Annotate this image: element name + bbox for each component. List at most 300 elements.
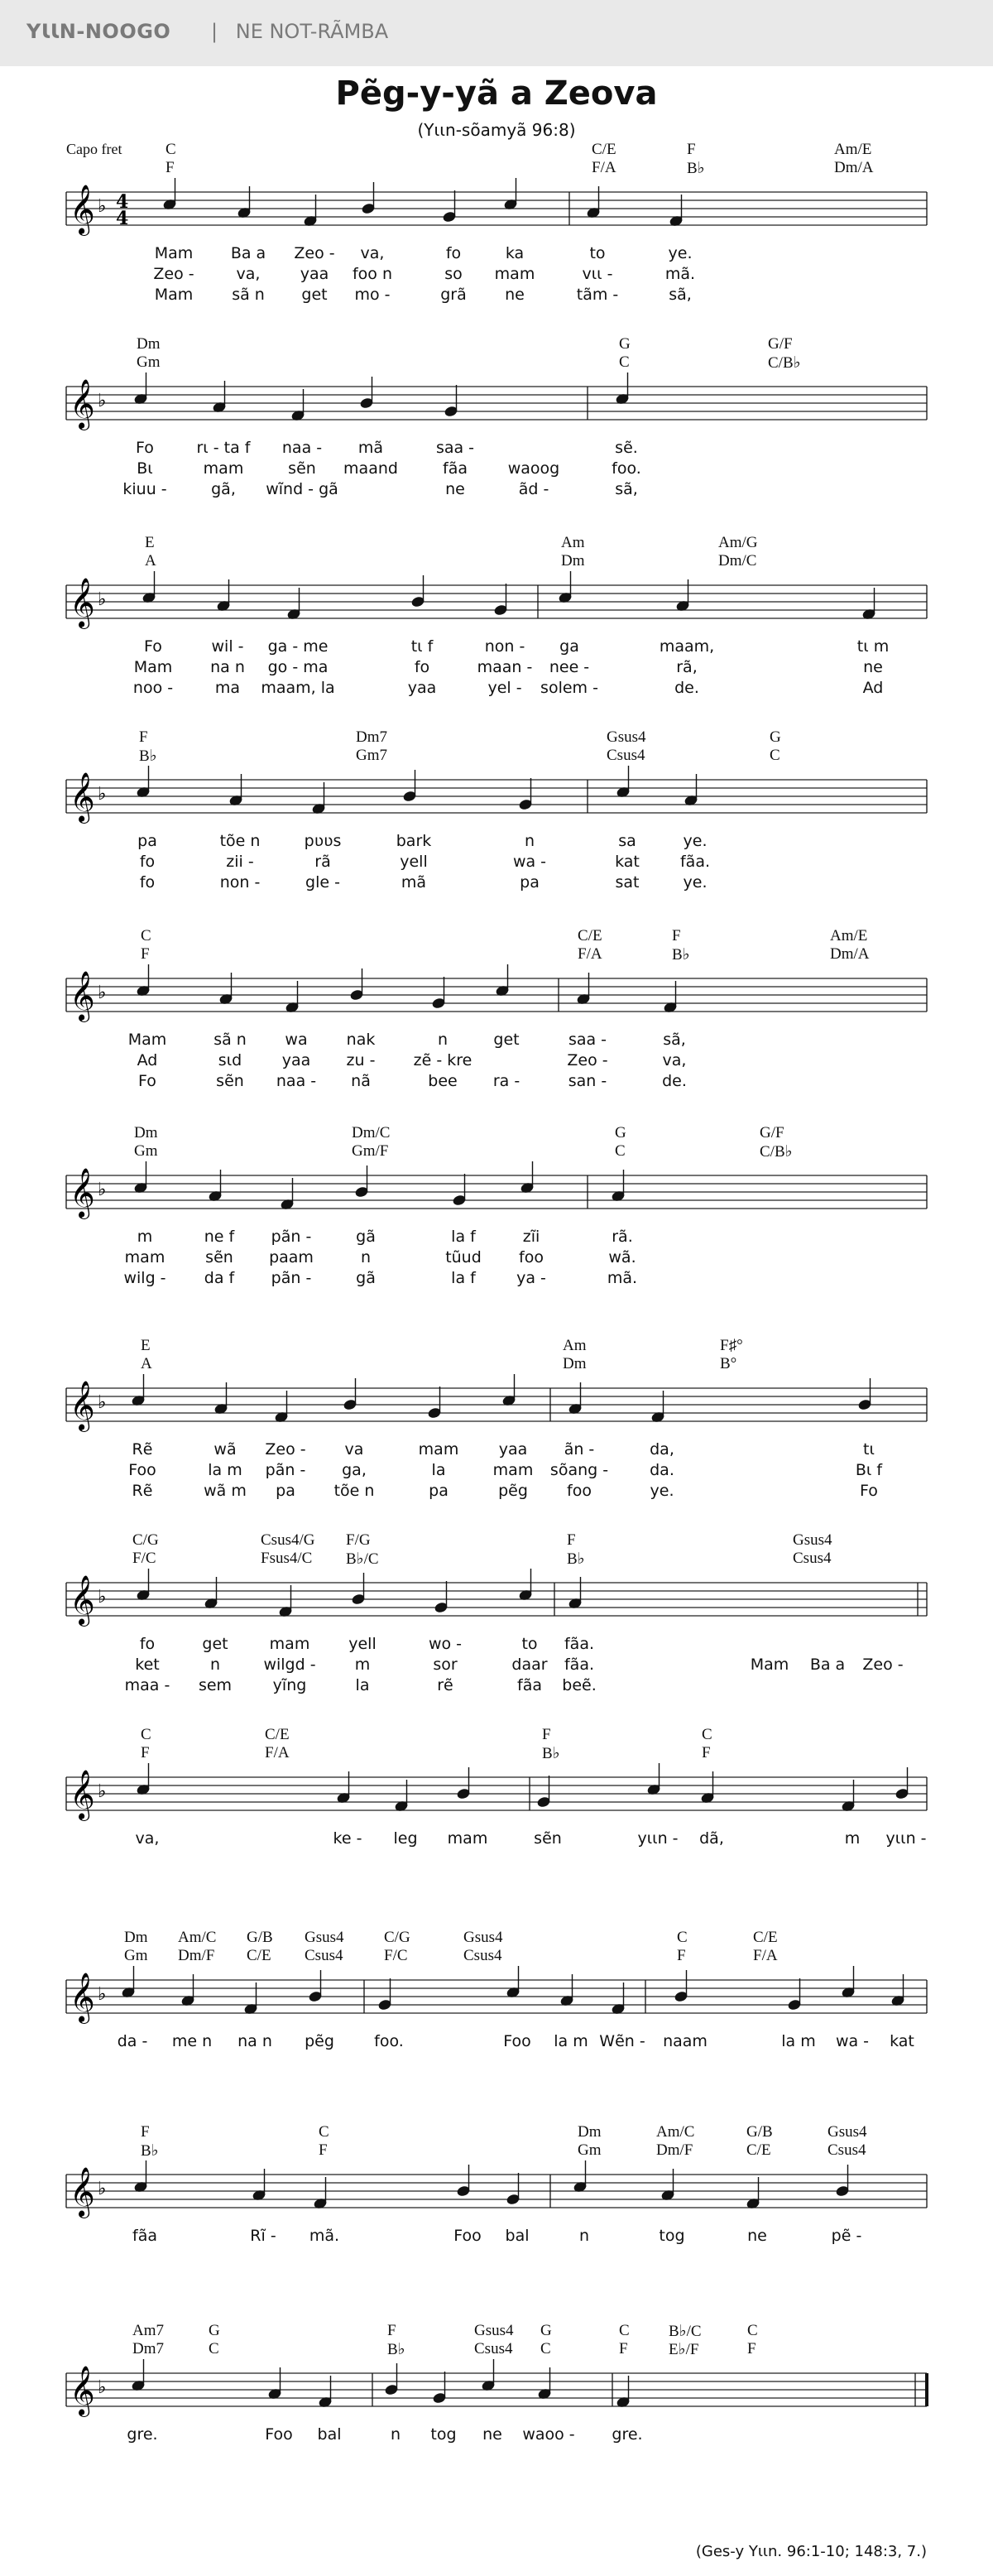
lyric-syllable: Rẽ: [132, 1440, 153, 1459]
lyric-syllable: yɩɩn -: [637, 1829, 679, 1848]
lyric-syllable: rã,: [676, 658, 698, 676]
key-signature-flat-icon: ♭: [98, 1392, 107, 1413]
lyric-syllable: Foo: [128, 1461, 156, 1479]
chord-symbol: C: [209, 2340, 219, 2357]
lyric-syllable: bee: [428, 1072, 458, 1090]
chord-symbol: Am/C: [178, 1929, 217, 1946]
music-system: [0, 927, 993, 1093]
staff: [0, 1726, 993, 1825]
capo-label: Capo fret: [66, 141, 122, 157]
lyric-syllable: gre.: [612, 2425, 643, 2444]
lyric-syllable: naam: [663, 2032, 708, 2050]
chord-symbol: Am/G: [718, 534, 758, 551]
lyric-line: [0, 2425, 993, 2445]
chord-symbol: C/G: [384, 1929, 410, 1946]
key-signature-flat-icon: ♭: [98, 983, 107, 1003]
lyric-syllable: ye.: [683, 873, 708, 892]
lyric-line: [0, 1461, 993, 1481]
lyric-syllable: va: [344, 1440, 364, 1459]
lyric-syllable: Mam: [154, 244, 194, 262]
music-system: [0, 1929, 993, 2094]
lyric-syllable: sẽn: [216, 1072, 244, 1090]
key-signature-flat-icon: ♭: [98, 2179, 107, 2199]
lyric-syllable: n: [524, 832, 535, 850]
lyric-syllable: rɩ - ta f: [196, 439, 251, 457]
lyric-syllable: Mam: [750, 1656, 789, 1674]
chord-symbol: F/A: [578, 945, 602, 963]
lyric-syllable: la: [431, 1461, 446, 1479]
lyric-syllable: Rĩ -: [250, 2227, 276, 2245]
lyric-syllable: tõe n: [333, 1482, 375, 1500]
lyric-line: [0, 244, 993, 264]
chord-symbol: F/A: [592, 159, 616, 176]
lyric-line: [0, 1676, 993, 1696]
lyric-syllable: fãa: [517, 1676, 542, 1694]
treble-clef-icon: 𝄞: [70, 578, 95, 627]
lyric-syllable: la f: [451, 1269, 476, 1287]
lyric-syllable: Fo: [138, 1072, 156, 1090]
lyric-syllable: non -: [484, 637, 525, 656]
lyric-syllable: Zeo -: [294, 244, 335, 262]
lyric-line: [0, 1269, 993, 1289]
lyric-line: [0, 286, 993, 305]
lyric-syllable: pa: [520, 873, 540, 892]
lyric-syllable: pẽg: [305, 2032, 334, 2050]
chord-symbol: F: [139, 728, 148, 746]
lyric-syllable: mã: [357, 439, 384, 457]
treble-clef-icon: 𝄞: [70, 1770, 95, 1819]
lyric-line: [0, 1482, 993, 1502]
lyric-syllable: Foo: [503, 2032, 531, 2050]
chord-symbol: Gsus4: [474, 2322, 514, 2339]
lyric-syllable: sã,: [669, 286, 692, 304]
lyric-syllable: fãa.: [564, 1656, 595, 1674]
lyric-syllable: na n: [237, 2032, 272, 2050]
lyric-syllable: Fo: [144, 637, 162, 656]
lyric-syllable: yɩɩn -: [885, 1829, 927, 1848]
lyric-syllable: nã: [351, 1072, 371, 1090]
lyric-syllable: mã.: [309, 2227, 340, 2245]
lyric-syllable: mam: [492, 1461, 534, 1479]
lyric-syllable: ra -: [492, 1072, 520, 1090]
chord-symbol: C: [770, 747, 780, 764]
chord-symbol: C: [319, 2123, 329, 2141]
chord-symbol: G/F: [760, 1124, 784, 1141]
lyric-syllable: tɩ f: [410, 637, 434, 656]
lyric-syllable: ma: [214, 679, 241, 697]
staff: [0, 728, 993, 828]
key-signature-flat-icon: ♭: [98, 1984, 107, 2005]
section-title: NE NOT-RÃMBA: [235, 20, 389, 43]
chord-symbol: C/E: [746, 2141, 771, 2159]
chord-symbol: F: [319, 2141, 328, 2159]
lyric-syllable: wilg -: [123, 1269, 166, 1287]
lyric-line: [0, 853, 993, 872]
lyric-syllable: dã,: [699, 1829, 724, 1848]
lyric-syllable: gre.: [127, 2425, 158, 2444]
chord-symbol: Csus4: [474, 2340, 513, 2357]
lyric-syllable: zẽ - kre: [413, 1051, 473, 1069]
lyric-syllable: tũud: [445, 1248, 482, 1266]
lyric-syllable: maam,: [659, 637, 715, 656]
lyric-syllable: Foo: [265, 2425, 293, 2444]
lyric-syllable: sat: [615, 873, 640, 892]
lyric-syllable: foo n: [352, 265, 393, 283]
lyric-syllable: fo: [139, 1635, 156, 1653]
lyric-syllable: yell: [348, 1635, 377, 1653]
chord-symbol: B♭/C: [669, 2323, 702, 2340]
lyric-syllable: va,: [662, 1051, 687, 1069]
chord-symbol: F: [687, 141, 696, 158]
chord-symbol: C/B♭: [760, 1143, 793, 1161]
chord-symbol: C: [747, 2322, 758, 2339]
lyric-syllable: wil -: [211, 637, 244, 656]
lyric-syllable: sẽn: [534, 1829, 562, 1848]
lyric-syllable: yell: [400, 853, 428, 871]
song-title: Pẽg-y-yã a Zeova: [335, 74, 658, 113]
lyric-line: [0, 1051, 993, 1071]
chord-symbol: E: [145, 534, 155, 551]
chord-symbol: Gsus4: [607, 728, 646, 746]
lyric-syllable: Zeo -: [153, 265, 194, 283]
lyric-line: [0, 1656, 993, 1675]
lyric-syllable: va,: [360, 244, 385, 262]
lyric-syllable: maam, la: [261, 679, 335, 697]
music-system: [0, 534, 993, 699]
chord-symbol: F: [567, 1531, 576, 1549]
lyric-syllable: va,: [135, 1829, 160, 1848]
chord-symbol: Dm: [578, 2123, 602, 2141]
lyric-syllable: sem: [198, 1676, 233, 1694]
lyric-syllable: sẽ.: [615, 439, 638, 457]
chord-symbol: Gsus4: [305, 1929, 344, 1946]
chord-symbol: F/G: [346, 1531, 371, 1549]
staff: [0, 335, 993, 435]
lyric-syllable: go - ma: [267, 658, 329, 676]
chord-symbol: B♭: [387, 2341, 405, 2358]
lyric-syllable: Foo: [453, 2227, 482, 2245]
lyric-syllable: fãa: [132, 2227, 157, 2245]
staff: [0, 2322, 993, 2421]
key-signature-flat-icon: ♭: [98, 2377, 107, 2398]
chord-symbol: F: [747, 2340, 756, 2357]
lyric-line: [0, 1228, 993, 1247]
chord-symbol: G: [540, 2322, 552, 2339]
lyric-syllable: fãa.: [564, 1635, 595, 1653]
lyric-syllable: wa: [285, 1031, 308, 1049]
chord-symbol: Gsus4: [828, 2123, 867, 2141]
lyric-syllable: so: [444, 265, 463, 283]
chord-symbol: Dm/A: [834, 159, 874, 176]
lyric-line: [0, 265, 993, 285]
chord-symbol: G/B: [247, 1929, 273, 1946]
lyric-syllable: pẽg: [498, 1482, 528, 1500]
lyric-syllable: mam: [203, 459, 244, 478]
music-system: [0, 1337, 993, 1502]
lyric-syllable: rã: [314, 853, 331, 871]
key-signature-flat-icon: ♭: [98, 784, 107, 805]
chord-symbol: C/G: [132, 1531, 159, 1549]
chord-symbol: Csus4/G: [261, 1531, 315, 1549]
lyric-syllable: mam: [447, 1829, 488, 1848]
key-signature-flat-icon: ♭: [98, 1180, 107, 1200]
lyric-syllable: tɩ m: [856, 637, 890, 656]
lyric-syllable: ne f: [204, 1228, 235, 1246]
lyric-syllable: naa -: [276, 1072, 317, 1090]
chord-symbol: Csus4: [607, 747, 645, 764]
lyric-syllable: la m: [208, 1461, 242, 1479]
lyric-syllable: Wẽn -: [599, 2032, 645, 2050]
lyric-syllable: n: [578, 2227, 590, 2245]
key-signature-flat-icon: ♭: [98, 1781, 107, 1802]
lyric-syllable: da,: [650, 1440, 674, 1459]
lyric-syllable: bal: [505, 2227, 530, 2245]
lyric-syllable: bark: [396, 832, 432, 850]
lyric-syllable: to: [521, 1635, 538, 1653]
lyric-syllable: wilgd -: [263, 1656, 316, 1674]
chord-symbol: Dm/A: [830, 945, 870, 963]
music-system: [0, 2322, 993, 2487]
chord-symbol: C: [615, 1142, 626, 1160]
lyric-syllable: wo -: [428, 1635, 463, 1653]
chord-symbol: G: [615, 1124, 626, 1141]
lyric-syllable: da -: [117, 2032, 148, 2050]
key-signature-flat-icon: ♭: [98, 391, 107, 411]
chord-symbol: Csus4: [828, 2141, 866, 2159]
staff: [0, 927, 993, 1026]
lyric-syllable: to: [589, 244, 606, 262]
lyric-line: [0, 832, 993, 852]
chord-symbol: C/E: [753, 1929, 778, 1946]
chord-symbol: Dm/C: [352, 1124, 391, 1141]
chord-symbol: F: [141, 945, 150, 963]
chord-symbol: B♭: [687, 160, 705, 177]
lyric-syllable: saa -: [568, 1031, 607, 1049]
chord-symbol: Am7: [132, 2322, 164, 2339]
chord-symbol: B♭/C: [346, 1550, 379, 1568]
lyric-syllable: ya -: [516, 1269, 546, 1287]
chord-symbol: G: [619, 335, 631, 353]
chord-symbol: F/C: [132, 1550, 156, 1567]
chord-symbol: Dm/F: [178, 1947, 215, 1964]
chord-symbol: Dm7: [132, 2340, 164, 2357]
music-system: [0, 335, 993, 501]
lyric-line: [0, 1248, 993, 1268]
lyric-syllable: bal: [317, 2425, 342, 2444]
chord-symbol: F: [387, 2322, 396, 2339]
chord-symbol: F/C: [384, 1947, 408, 1964]
lyric-syllable: pʋʋs: [304, 832, 342, 850]
lyric-syllable: maan -: [477, 658, 533, 676]
lyric-line: [0, 1031, 993, 1050]
lyric-syllable: leg: [393, 1829, 418, 1848]
lyric-line: [0, 1635, 993, 1655]
lyric-syllable: na n: [210, 658, 245, 676]
chord-symbol: F: [619, 2340, 628, 2357]
lyric-syllable: sã,: [663, 1031, 686, 1049]
lyric-syllable: tog: [659, 2227, 685, 2245]
lyric-syllable: mã.: [664, 265, 696, 283]
chord-symbol: Gsus4: [793, 1531, 832, 1549]
chord-symbol: F: [166, 159, 175, 176]
lyric-syllable: Zeo -: [862, 1656, 904, 1674]
chord-symbol: Gm7: [356, 747, 387, 764]
chord-symbol: C: [702, 1726, 712, 1743]
treble-clef-icon: 𝄞: [70, 1973, 95, 2022]
lyric-syllable: wĩnd - gã: [266, 480, 338, 498]
lyric-syllable: m: [137, 1228, 153, 1246]
lyric-syllable: fo: [445, 244, 462, 262]
time-signature: 4: [116, 191, 129, 213]
lyric-line: [0, 1072, 993, 1092]
lyric-syllable: sã n: [232, 286, 265, 304]
lyric-syllable: Ad: [862, 679, 884, 697]
chord-symbol: B♭: [139, 747, 157, 765]
music-system: [0, 1124, 993, 1290]
chord-symbol: F: [677, 1947, 686, 1964]
lyric-syllable: gã,: [211, 480, 236, 498]
lyric-syllable: da f: [204, 1269, 235, 1287]
lyric-line: [0, 658, 993, 678]
chord-symbol: Am: [561, 534, 585, 551]
lyric-syllable: sa: [618, 832, 636, 850]
chord-symbol: Gm: [134, 1142, 158, 1160]
chord-symbol: E♭/F: [669, 2341, 699, 2358]
lyric-syllable: gã: [356, 1228, 376, 1246]
lyric-syllable: ye.: [683, 832, 708, 850]
lyric-syllable: yĩng: [272, 1676, 307, 1694]
lyric-syllable: Fo: [860, 1482, 878, 1500]
lyric-syllable: solem -: [540, 679, 598, 697]
lyric-syllable: mã: [401, 873, 427, 892]
chord-symbol: Gm: [137, 353, 161, 371]
treble-clef-icon: 𝄞: [70, 1575, 95, 1625]
chord-symbol: Csus4: [463, 1947, 502, 1964]
lyric-syllable: mam: [418, 1440, 459, 1459]
lyric-syllable: kat: [615, 853, 640, 871]
lyric-syllable: ãd -: [518, 480, 549, 498]
lyric-syllable: maand: [343, 459, 398, 478]
lyric-syllable: kat: [890, 2032, 914, 2050]
lyric-line: [0, 679, 993, 699]
lyric-syllable: ye.: [650, 1482, 674, 1500]
staff: [0, 1337, 993, 1436]
lyric-syllable: yaa: [407, 679, 437, 697]
chord-symbol: B♭: [542, 1745, 560, 1762]
lyric-syllable: pãn -: [271, 1269, 312, 1287]
staff: [0, 141, 993, 240]
lyric-syllable: sõang -: [549, 1461, 609, 1479]
lyric-syllable: la f: [451, 1228, 476, 1246]
chord-symbol: Am: [563, 1337, 587, 1354]
lyric-syllable: sɩd: [218, 1051, 242, 1069]
lyric-syllable: m: [354, 1656, 371, 1674]
lyric-syllable: gã: [356, 1269, 376, 1287]
lyric-syllable: fo: [139, 873, 156, 892]
lyric-syllable: get: [202, 1635, 228, 1653]
lyric-syllable: kiuu -: [122, 480, 167, 498]
lyric-syllable: foo: [519, 1248, 544, 1266]
lyric-syllable: m: [844, 1829, 861, 1848]
lyric-line: [0, 2227, 993, 2247]
chord-symbol: C: [166, 141, 176, 158]
lyric-syllable: pãn -: [265, 1461, 306, 1479]
lyric-syllable: tõe n: [219, 832, 261, 850]
lyric-syllable: da.: [650, 1461, 674, 1479]
lyric-syllable: ket: [135, 1656, 160, 1674]
staff: [0, 2123, 993, 2223]
lyric-syllable: ka: [505, 244, 525, 262]
lyric-syllable: Zeo -: [567, 1051, 608, 1069]
lyric-line: [0, 439, 993, 459]
chord-symbol: F: [702, 1744, 711, 1761]
chord-symbol: Gsus4: [463, 1929, 503, 1946]
lyric-syllable: sã n: [213, 1031, 247, 1049]
chord-symbol: G: [770, 728, 781, 746]
chord-symbol: F: [542, 1726, 551, 1743]
lyric-syllable: pẽ -: [831, 2227, 862, 2245]
key-signature-flat-icon: ♭: [98, 1587, 107, 1608]
treble-clef-icon: 𝄞: [70, 971, 95, 1021]
lyric-syllable: n: [390, 2425, 401, 2444]
chord-symbol: Dm/F: [656, 2141, 693, 2159]
lyric-syllable: la m: [554, 2032, 588, 2050]
lyric-syllable: Mam: [133, 658, 173, 676]
lyric-syllable: de.: [662, 1072, 687, 1090]
music-system: [0, 2123, 993, 2289]
chord-symbol: Am/E: [834, 141, 872, 158]
chord-symbol: B♭: [141, 2142, 159, 2160]
lyric-syllable: zĩi: [522, 1228, 540, 1246]
chord-symbol: A: [145, 552, 156, 570]
treble-clef-icon: 𝄞: [70, 772, 95, 822]
lyric-syllable: nee -: [549, 658, 590, 676]
lyric-syllable: zu -: [346, 1051, 376, 1069]
lyric-syllable: vɩɩ -: [582, 265, 613, 283]
lyric-syllable: saa -: [435, 439, 475, 457]
lyric-syllable: waoo -: [522, 2425, 575, 2444]
lyric-syllable: la: [355, 1676, 370, 1694]
lyric-syllable: fo: [414, 658, 430, 676]
chord-symbol: C: [141, 1726, 151, 1743]
lyric-line: [0, 459, 993, 479]
treble-clef-icon: 𝄞: [70, 1168, 95, 1218]
chord-symbol: B°: [720, 1355, 737, 1372]
chord-symbol: Csus4: [305, 1947, 343, 1964]
chord-symbol: C: [141, 927, 151, 944]
section-label[interactable]: [211, 20, 388, 43]
chord-symbol: Gm: [578, 2141, 602, 2159]
chord-symbol: Dm/C: [718, 552, 757, 570]
chord-symbol: C: [677, 1929, 688, 1946]
key-signature-flat-icon: ♭: [98, 196, 107, 217]
lyric-syllable: sã,: [615, 480, 638, 498]
chord-symbol: A: [141, 1355, 152, 1372]
lyric-syllable: wã: [213, 1440, 237, 1459]
chord-symbol: C/E: [265, 1726, 290, 1743]
lyric-syllable: ga,: [342, 1461, 367, 1479]
chord-symbol: C/E: [592, 141, 616, 158]
lyric-syllable: n: [437, 1031, 449, 1049]
lyric-syllable: tɩ: [863, 1440, 875, 1459]
separator: |: [211, 20, 218, 43]
lyric-syllable: yel -: [487, 679, 522, 697]
lyric-syllable: get: [301, 286, 328, 304]
lyric-syllable: foo: [567, 1482, 592, 1500]
chord-symbol: C: [619, 2322, 630, 2339]
brand-logo[interactable]: YƖƖN-NOOGO: [26, 20, 171, 43]
lyric-syllable: fãa.: [679, 853, 711, 871]
